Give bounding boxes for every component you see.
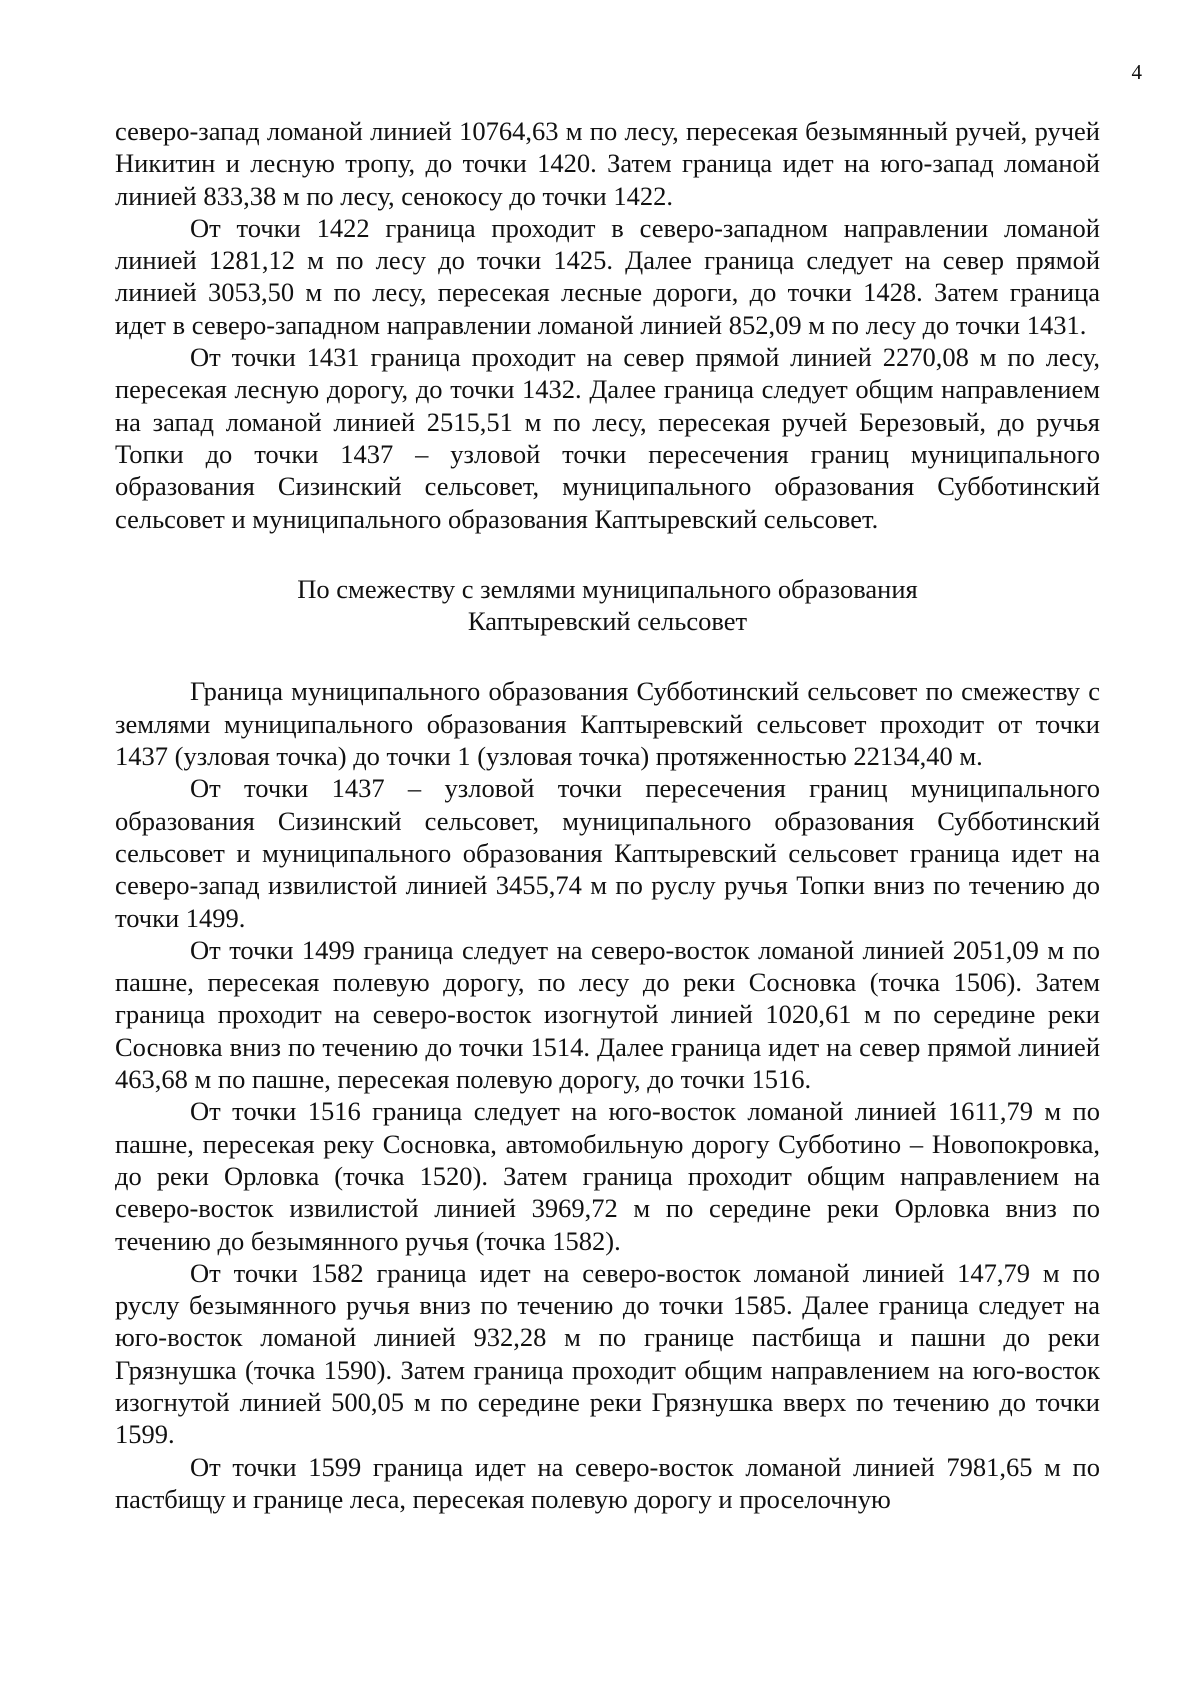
paragraph: От точки 1516 граница следует на юго-восток ломаной линией 1611,79 м по пашне, пересекая реку Сосновка, автомобильную дорогу Субботино – Новопокровка, до реки Орловка (точка 1520). Затем граница проходит общим направлением на северо-восток извилистой линией 3969,72 м по середине реки Орловка вниз по течению до безымянного ручья (точка 1582). <box>115 1096 1100 1256</box>
paragraph-continuation: северо-запад ломаной линией 10764,63 м по лесу, пересекая безымянный ручей, ручей Никитин и лесную тропу, до точки 1420. Затем граница идет на юго-запад ломаной линией 833,38 м по лесу, сенокосу до точки 1422. <box>115 116 1100 211</box>
paragraph: От точки 1422 граница проходит в северо-западном направлении ломаной линией 1281,12 м по лесу до точки 1425. Далее граница следует на север прямой линией 3053,50 м по лесу, пересекая лесные дороги, до точки 1428. Затем граница идет в северо-западном направлении ломаной линией 852,09 м по лесу до точки 1431. <box>115 212 1100 340</box>
section-heading-line-1: По смежеству с землями муниципального образования <box>297 573 918 604</box>
paragraph: От точки 1499 граница следует на северо-восток ломаной линией 2051,09 м по пашне, пересекая полевую дорогу, по лесу до реки Сосновка (точка 1506). Затем граница проходит на северо-восток изогнутой линией 1020,61 м по середине реки Сосновка вниз по течению до точки 1514. Далее граница идет на север прямой линией 463,68 м по пашне, пересекая полевую дорогу, до точки 1516. <box>115 934 1100 1095</box>
document-body <box>115 115 1100 1515</box>
paragraph: От точки 1582 граница идет на северо-восток ломаной линией 147,79 м по руслу безымянного ручья вниз по течению до точки 1585. Далее граница следует на юго-восток ломаной линией 932,28 м по границе пастбища и пашни до реки Грязнушка (точка 1590). Затем граница проходит общим направлением на юго-восток изогнутой линией 500,05 м по середине реки Грязнушка вверх по течению до точки 1599. <box>115 1257 1100 1450</box>
section-heading <box>115 573 1100 638</box>
paragraph: От точки 1437 – узловой точки пересечения границ муниципального образования Сизинский сельсовет, муниципального образования Субботинский сельсовет и муниципального образования Каптыревский сельсовет граница идет на северо-запад извилистой линией 3455,74 м по руслу ручья Топки вниз по течению до точки 1499. <box>115 773 1100 933</box>
paragraph-truncated: От точки 1599 граница идет на северо-восток ломаной линией 7981,65 м по пастбищу и границе леса, пересекая полевую дорогу и проселочную <box>115 1451 1100 1514</box>
page-number: 4 <box>1131 60 1142 84</box>
paragraph: От точки 1431 граница проходит на север прямой линией 2270,08 м по лесу, пересекая лесную дорогу, до точки 1432. Далее граница следует общим направлением на запад ломаной линией 2515,51 м по лесу, пересекая ручей Березовый, до ручья Топки до точки 1437 – узловой точки пересечения границ муниципального образования Сизинский сельсовет, муниципального образования Субботинский сельсовет и муниципального образования Каптыревский сельсовет. <box>115 342 1100 534</box>
paragraph: Граница муниципального образования Субботинский сельсовет по смежеству с землями муниципального образования Каптыревский сельсовет проходит от точки 1437 (узловая точка) до точки 1 (узловая точка) протяженностью 22134,40 м. <box>115 676 1100 772</box>
section-heading-line-2: Каптыревский сельсовет <box>467 606 748 637</box>
